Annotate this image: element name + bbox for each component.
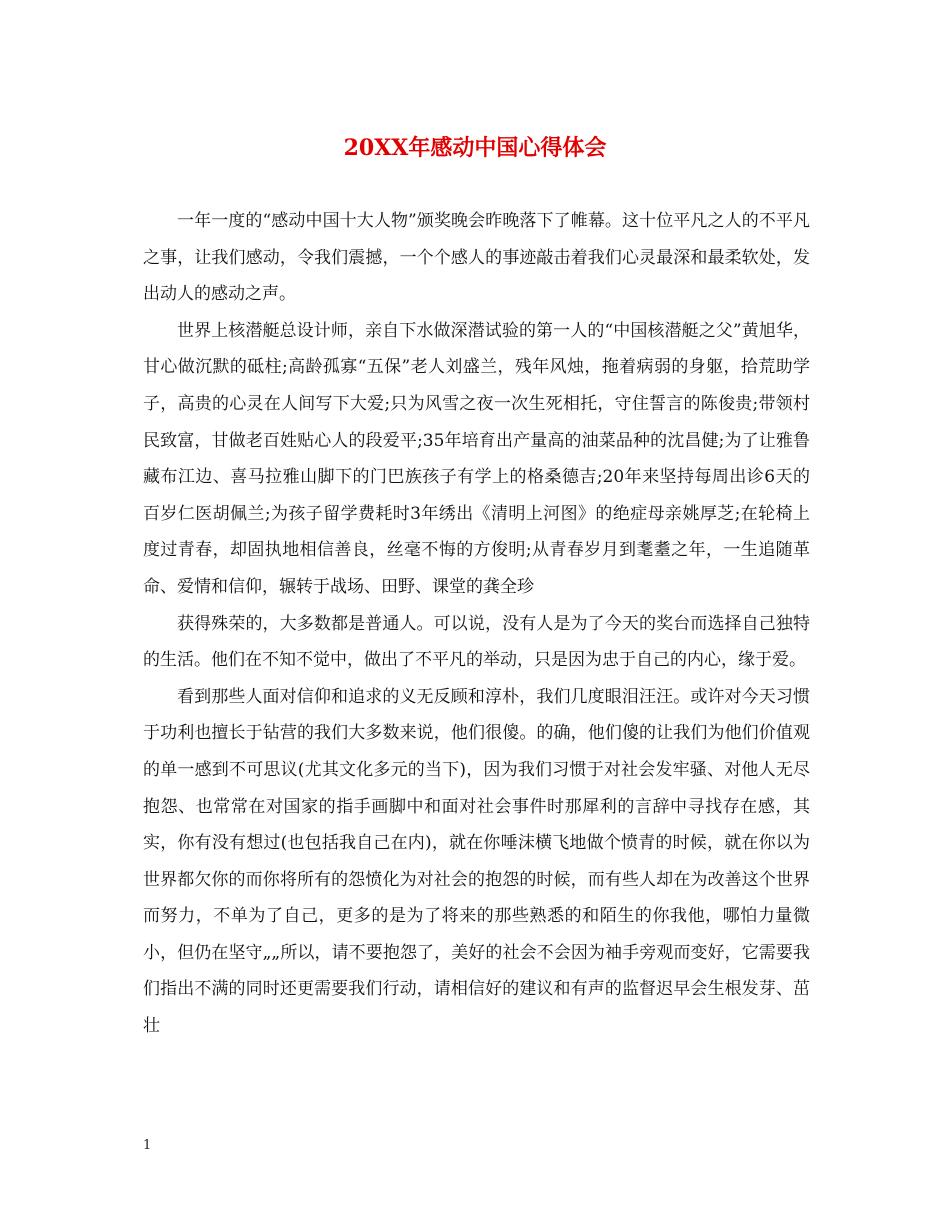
- document-body: [143, 203, 810, 1045]
- paragraph-1: 一年一度的“感动中国十大人物”颁奖晚会昨晚落下了帷幕。这十位平凡之人的不平凡之事，让我们感动，令我们震撼，一个个感人的事迹敲击着我们心灵最深和最柔软处，发出动人的感动之声。: [143, 211, 810, 305]
- paragraph-4: 看到那些人面对信仰和追求的义无反顾和淳朴，我们几度眼泪汪汪。或许对今天习惯于功利也擅长于钻营的我们大多数来说，他们很傻。的确，他们傻的让我们为他们价值观的单一感到不可思议(尤其文化多元的当下)，因为我们习惯于对社会发牢骚、对他人无尽抱怨、也常常在对国家的指手画脚中和面对社会事件时那犀利的言辞中寻找存在感，其实，你有没有想过(也包括我自己在内)，就在你唾沫横飞地做个愤青的时候，就在你以为世界都欠你的而你将所有的怨愤化为对社会的抱怨的时候，而有些人却在为改善这个世界而努力，不单为了自己，更多的是为了将来的那些熟悉的和陌生的你我他，哪怕力量微小，但仍在坚守„„所以，请不要抱怨了，美好的社会不会因为袖手旁观而变好，它需要我们指出不满的同时还更需要我们行动，请相信好的建议和有声的监督迟早会生根发芽、茁壮: [143, 686, 810, 1037]
- document-title: 20XX年感动中国心得体会: [343, 135, 607, 161]
- paragraph-3: 获得殊荣的，大多数都是普通人。可以说，没有人是为了今天的奖台而选择自己独特的生活。他们在不知不觉中，做出了不平凡的举动，只是因为忠于自己的内心，缘于爱。: [143, 613, 810, 671]
- page-number: 1: [143, 1138, 152, 1153]
- paragraph-2: 世界上核潜艇总设计师，亲自下水做深潜试验的第一人的“中国核潜艇之父”黄旭华，甘心做沉默的砥柱;高龄孤寡“五保”老人刘盛兰，残年风烛，拖着病弱的身躯，拾荒助学子，高贵的心灵在人间写下大爱;只为风雪之夜一次生死相托，守住誓言的陈俊贵;带领村民致富，甘做老百姓贴心人的段爱平;35年培育出产量高的油菜品种的沈昌健;为了让雅鲁藏布江边、喜马拉雅山脚下的门巴族孩子有学上的格桑德吉;20年来坚持每周出诊6天的百岁仁医胡佩兰;为孩子留学费耗时3年绣出《清明上河图》的绝症母亲姚厚芝;在轮椅上度过青春，却固执地相信善良，丝毫不悔的方俊明;从青春岁月到耄耋之年，一生追随革命、爱情和信仰，辗转于战场、田野、课堂的龚全珍: [143, 320, 810, 597]
